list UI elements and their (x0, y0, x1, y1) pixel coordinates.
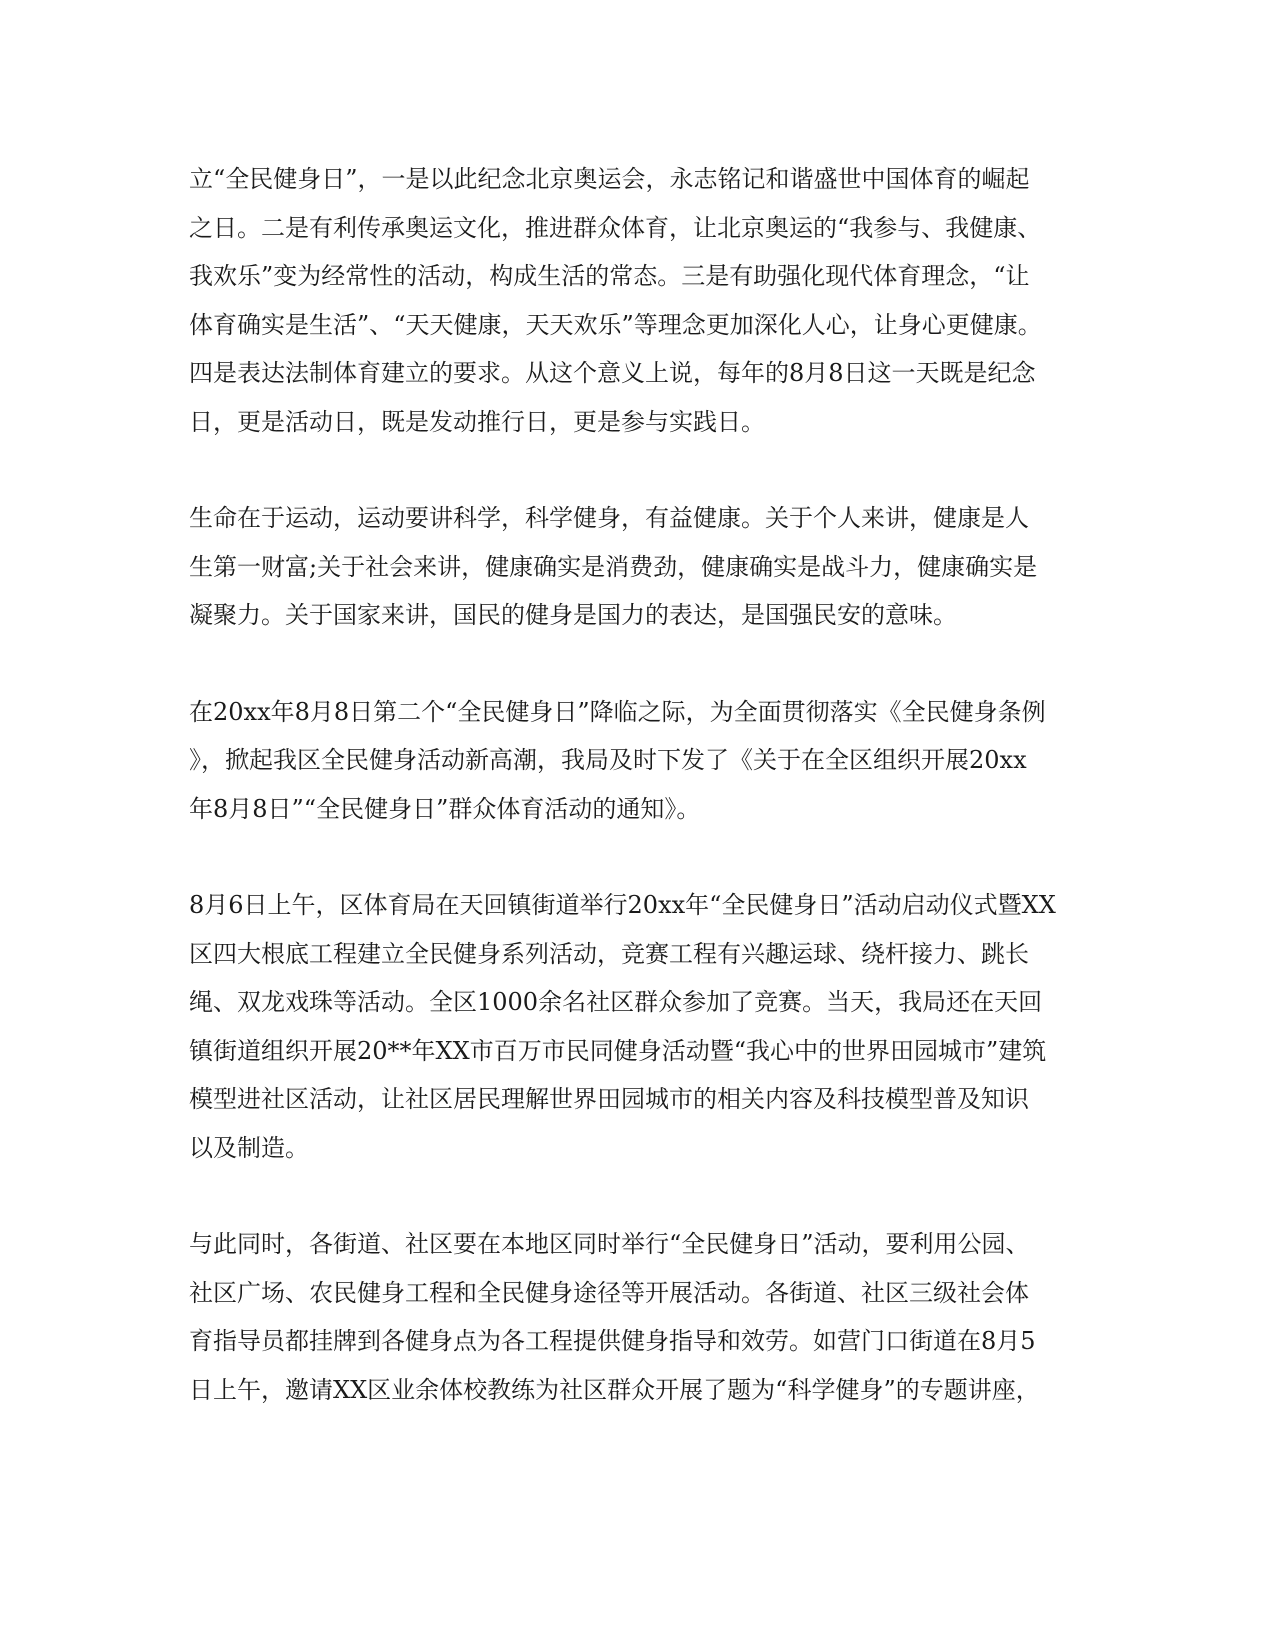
paragraph-5 (189, 1220, 1084, 1414)
paragraph-4 (189, 881, 1084, 1172)
text-line: 》，掀起我区全民健身活动新高潮，我局及时下发了《关于在全区组织开展20xx (189, 746, 1027, 774)
text-line: 立“全民健身日”，一是以此纪念北京奥运会，永志铭记和谐盛世中国体育的崛起 (189, 165, 1030, 193)
text-line: 生命在于运动，运动要讲科学，科学健身，有益健康。关于个人来讲，健康是人 (189, 504, 1029, 532)
text-line: 年8月8日”“全民健身日”群众体育活动的通知》。 (189, 794, 701, 823)
text-line: 以及制造。 (189, 1133, 309, 1162)
text-line: 四是表达法制体育建立的要求。从这个意义上说，每年的8月8日这一天既是纪念 (189, 359, 1036, 387)
text-line: 我欢乐”变为经常性的活动，构成生活的常态。三是有助强化现代体育理念，“让 (189, 262, 1030, 290)
text-line: 育指导员都挂牌到各健身点为各工程提供健身指导和效劳。如营门口街道在8月5 (189, 1327, 1036, 1355)
paragraph-3 (189, 688, 1084, 834)
text-line: 生第一财富;关于社会来讲，健康确实是消费劲，健康确实是战斗力，健康确实是 (189, 552, 1038, 581)
text-line: 模型进社区活动，让社区居民理解世界田园城市的相关内容及科技模型普及知识 (189, 1085, 1029, 1113)
text-line: 社区广场、农民健身工程和全民健身途径等开展活动。各街道、社区三级社会体 (189, 1278, 1029, 1307)
text-line: 日，更是活动日，既是发动推行日，更是参与实践日。 (189, 407, 765, 436)
text-line: 8月6日上午，区体育局在天回镇街道举行20xx年“全民健身日”活动启动仪式暨XX (189, 891, 1056, 919)
text-line: 凝聚力。关于国家来讲，国民的健身是国力的表达，是国强民安的意味。 (189, 601, 957, 629)
text-line: 区四大根底工程建立全民健身系列活动，竞赛工程有兴趣运球、绕杆接力、跳长 (189, 939, 1029, 968)
text-line: 绳、双龙戏珠等活动。全区1000余名社区群众参加了竞赛。当天，我局还在天回 (189, 988, 1043, 1016)
text-line: 在20xx年8月8日第二个“全民健身日”降临之际，为全面贯彻落实《全民健身条例 (189, 697, 1046, 726)
paragraph-2 (189, 494, 1084, 640)
text-line: 体育确实是生活”、“天天健康，天天欢乐”等理念更加深化人心，让身心更健康。 (189, 310, 1042, 339)
document-body (189, 155, 1084, 1462)
paragraph-1 (189, 155, 1084, 446)
text-line: 与此同时，各街道、社区要在本地区同时举行“全民健身日”活动，要利用公园、 (189, 1230, 1030, 1258)
text-line: 日上午，邀请XX区业余体校教练为社区群众开展了题为“科学健身”的专题讲座， (189, 1375, 1040, 1404)
text-line: 镇街道组织开展20**年XX市百万市民同健身活动暨“我心中的世界田园城市”建筑 (189, 1036, 1047, 1065)
text-line: 之日。二是有利传承奥运文化，推进群众体育，让北京奥运的“我参与、我健康、 (189, 213, 1042, 242)
